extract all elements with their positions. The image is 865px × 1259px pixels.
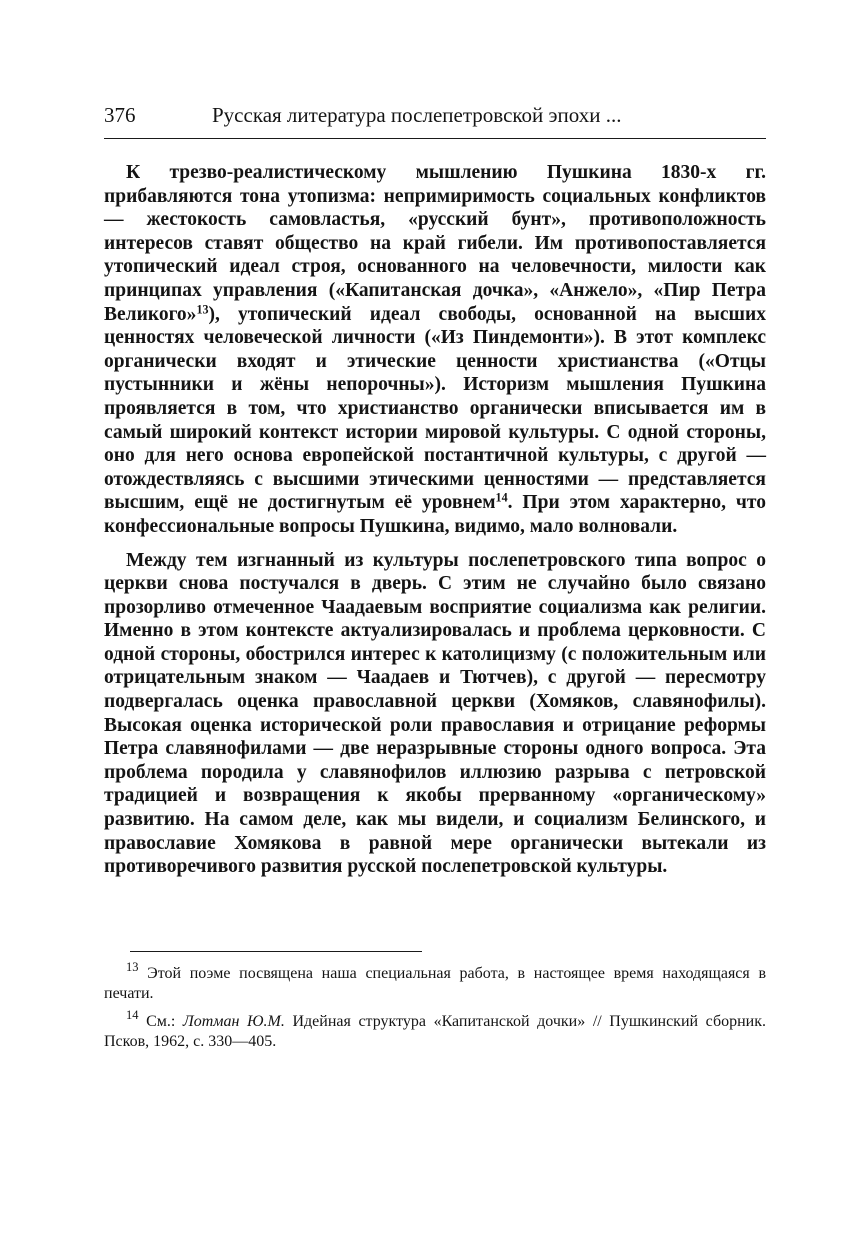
- running-header: [104, 100, 766, 139]
- footnote-number: 13: [126, 959, 139, 974]
- paragraph-2: Между тем изгнанный из культуры послепетровского типа вопрос о церкви снова постучался в дверь. С этим не случайно было связано прозорливо отмеченное Чаадаевым восприятие социализма как религии. Именно в этом контексте актуализировалась и проблема церковности. С одной стороны, обострился интерес к католицизму (с положительным или отрицательным знаком — Чаадаев и Тютчев), с другой — пересмотру подвергалась оценка православной церкви (Хомяков, славянофилы). Высокая оценка исторической роли православия и отрицание реформы Петра славянофилами — две неразрывные стороны одного вопроса. Эта проблема породила у славянофилов иллюзию разрыва с петровской традицией и возвращения к якобы прерванному «органическому» развитию. На самом деле, как мы видели, и социализм Белинского, и православие Хомякова в равной мере органически вытекали из противоречивого развития русской послепетровской культуры.: [104, 549, 766, 878]
- book-page: [104, 100, 766, 1052]
- footnotes: [104, 959, 767, 1052]
- footnote-prefix: См.:: [146, 1012, 183, 1030]
- main-text: [104, 161, 766, 879]
- paragraph-1: [104, 161, 766, 539]
- page-number: 376: [104, 103, 136, 127]
- footnote-author: Лотман Ю.М.: [182, 1012, 285, 1030]
- paragraph-1-part-2: ), утопический идеал свободы, основанной на высших ценностях человеческой личности («Из Пиндемонти»). В этот комплекс органически входят и этические ценности христианства («Отцы пустынники и жёны непорочны»). Историзм мышления Пушкина проявляется в том, что христианство органически вписывается им в самый широкий контекст истории мировой культуры. С одной стороны, оно для него основа европейской постантичной культуры, с другой — отождествляясь с высшими этическими ценностями — представляется высшим, ещё не достигнутым её уровнем: [104, 303, 766, 514]
- footnote-ref-13: 13: [196, 301, 209, 316]
- footnote-13: [104, 959, 766, 1004]
- footnote-text: Этой поэме посвящена наша специальная работа, в настоящее время находящаяся в печати.: [104, 964, 766, 1002]
- footnote-ref-14: 14: [495, 490, 508, 505]
- footnote-14: [104, 1007, 767, 1052]
- footnote-text: Идейная структура «Капитанской дочки» // Пушкинский сборник. Псков, 1962, с. 330—405.: [104, 1012, 767, 1050]
- footnote-number: 14: [126, 1007, 139, 1022]
- paragraph-1-part-3: . При этом характерно, что конфессиональные вопросы Пушкина, видимо, мало волновали.: [104, 492, 766, 537]
- paragraph-1-part-1: К трезво-реалистическому мышлению Пушкина 1830-х гг. прибавляются тона утопизма: непримиримость социальных конфликтов — жестокость самовластья, «русский бунт», противоположность интересов ставят общество на край гибели. Им противопоставляется утопический идеал строя, основанного на человечности, милости как принципах управления («Капитанская дочка», «Анжело», «Пир Петра Великого»: [104, 162, 766, 325]
- running-title: Русская литература послепетровской эпохи ...: [212, 103, 622, 127]
- footnote-divider: [130, 951, 422, 952]
